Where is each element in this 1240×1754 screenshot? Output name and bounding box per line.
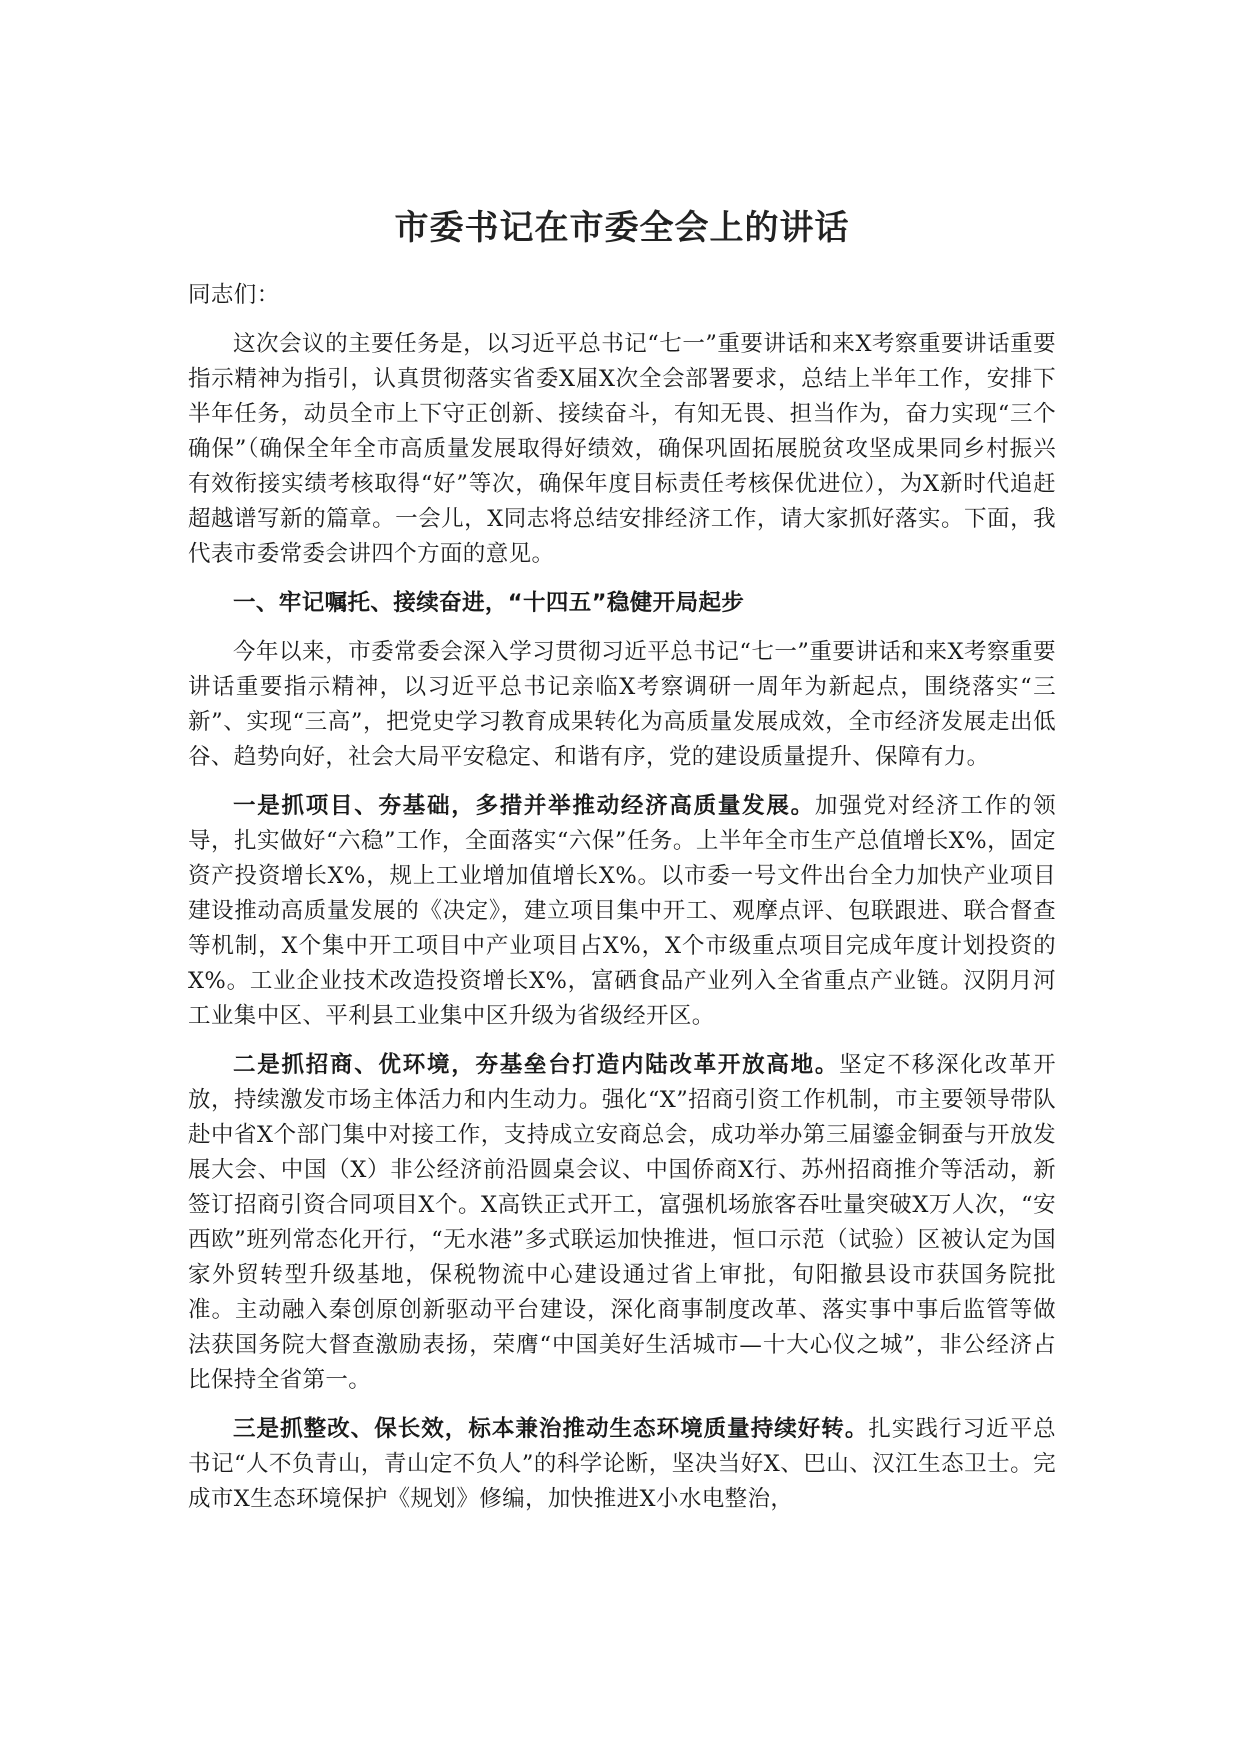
point-paragraph-1: [188, 789, 1056, 1034]
point-lead-2: 二是抓招商、优环境，夯基垒台打造内陆改革开放高地。: [233, 1052, 840, 1078]
point-lead-1: 一是抓项目、夯基础，多措并举推动经济高质量发展。: [233, 793, 815, 819]
document-title: 市委书记在市委全会上的讲话: [394, 208, 850, 248]
point-lead-3: 三是抓整改、保长效，标本兼治推动生态环境质量持续好转。: [233, 1416, 869, 1442]
point-body-2: 坚定不移深化改革开放，持续激发市场主体活力和内生动力。强化“X”招商引资工作机制，市主要领导带队赴中省X个部门集中对接工作，支持成立安商总会，成功举办第三届鎏金铜蚕与开放发展大会、中国（X）非公经济前沿圆桌会议、中国侨商X行、苏州招商推介等活动，新签订招商引资合同项目X个。X高铁正式开工，富强机场旅客吞吐量突破X万人次，“安西欧”班列常态化开行，“无水港”多式联运加快推进，恒口示范（试验）区被认定为国家外贸转型升级基地，保税物流中心建设通过省上审批，旬阳撤县设市获国务院批准。主动融入秦创原创新驱动平台建设，深化商事制度改革、落实事中事后监管等做法获国务院大督查激励表扬，荣膺“中国美好生活城市—十大心仪之城”，非公经济占比保持全省第一。: [188, 1052, 1056, 1393]
document-body: [188, 200, 1056, 1531]
section-summary-paragraph: 今年以来，市委常委会深入学习贯彻习近平总书记“七一”重要讲话和来X考察重要讲话重要指示精神，以习近平总书记亲临X考察调研一周年为新起点，围绕落实“三新”、实现“三高”，把党史学习教育成果转化为高质量发展成效，全市经济发展走出低谷、趋势向好，社会大局平安稳定、和谐有序，党的建设质量提升、保障有力。: [188, 639, 1056, 770]
intro-paragraph: 这次会议的主要任务是，以习近平总书记“七一”重要讲话和来X考察重要讲话重要指示精神为指引，认真贯彻落实省委X届X次全会部署要求，总结上半年工作，安排下半年任务，动员全市上下守正创新、接续奋斗，有知无畏、担当作为，奋力实现“三个确保”（确保全年全市高质量发展取得好绩效，确保巩固拓展脱贫攻坚成果同乡村振兴有效衔接实绩考核取得“好”等次，确保年度目标责任考核保优进位），为X新时代追赶超越谱写新的篇章。一会儿，X同志将总结安排经济工作，请大家抓好落实。下面，我代表市委常委会讲四个方面的意见。: [188, 331, 1056, 567]
point-body-3: 扎实践行习近平总书记“人不负青山，青山定不负人”的科学论断，坚决当好X、巴山、汉江生态卫士。完成市X生态环境保护《规划》修编，加快推进X小水电整治，: [188, 1416, 1056, 1512]
section-heading-1: 一、牢记嘱托、接续奋进，“十四五”稳健开局起步: [233, 590, 745, 616]
point-paragraph-3: [188, 1412, 1056, 1517]
salutation: 同志们：: [188, 282, 280, 308]
point-body-1: 加强党对经济工作的领导，扎实做好“六稳”工作，全面落实“六保”任务。上半年全市生产总值增长X%，固定资产投资增长X%，规上工业增加值增长X%。以市委一号文件出台全力加快产业项目建设推动高质量发展的《决定》，建立项目集中开工、观摩点评、包联跟进、联合督查等机制，X个集中开工项目中产业项目占X%，X个市级重点项目完成年度计划投资的X%。工业企业技术改造投资增长X%，富硒食品产业列入全省重点产业链。汉阴月河工业集中区、平利县工业集中区升级为省级经开区。: [188, 793, 1056, 1029]
point-paragraph-2: [188, 1048, 1056, 1398]
